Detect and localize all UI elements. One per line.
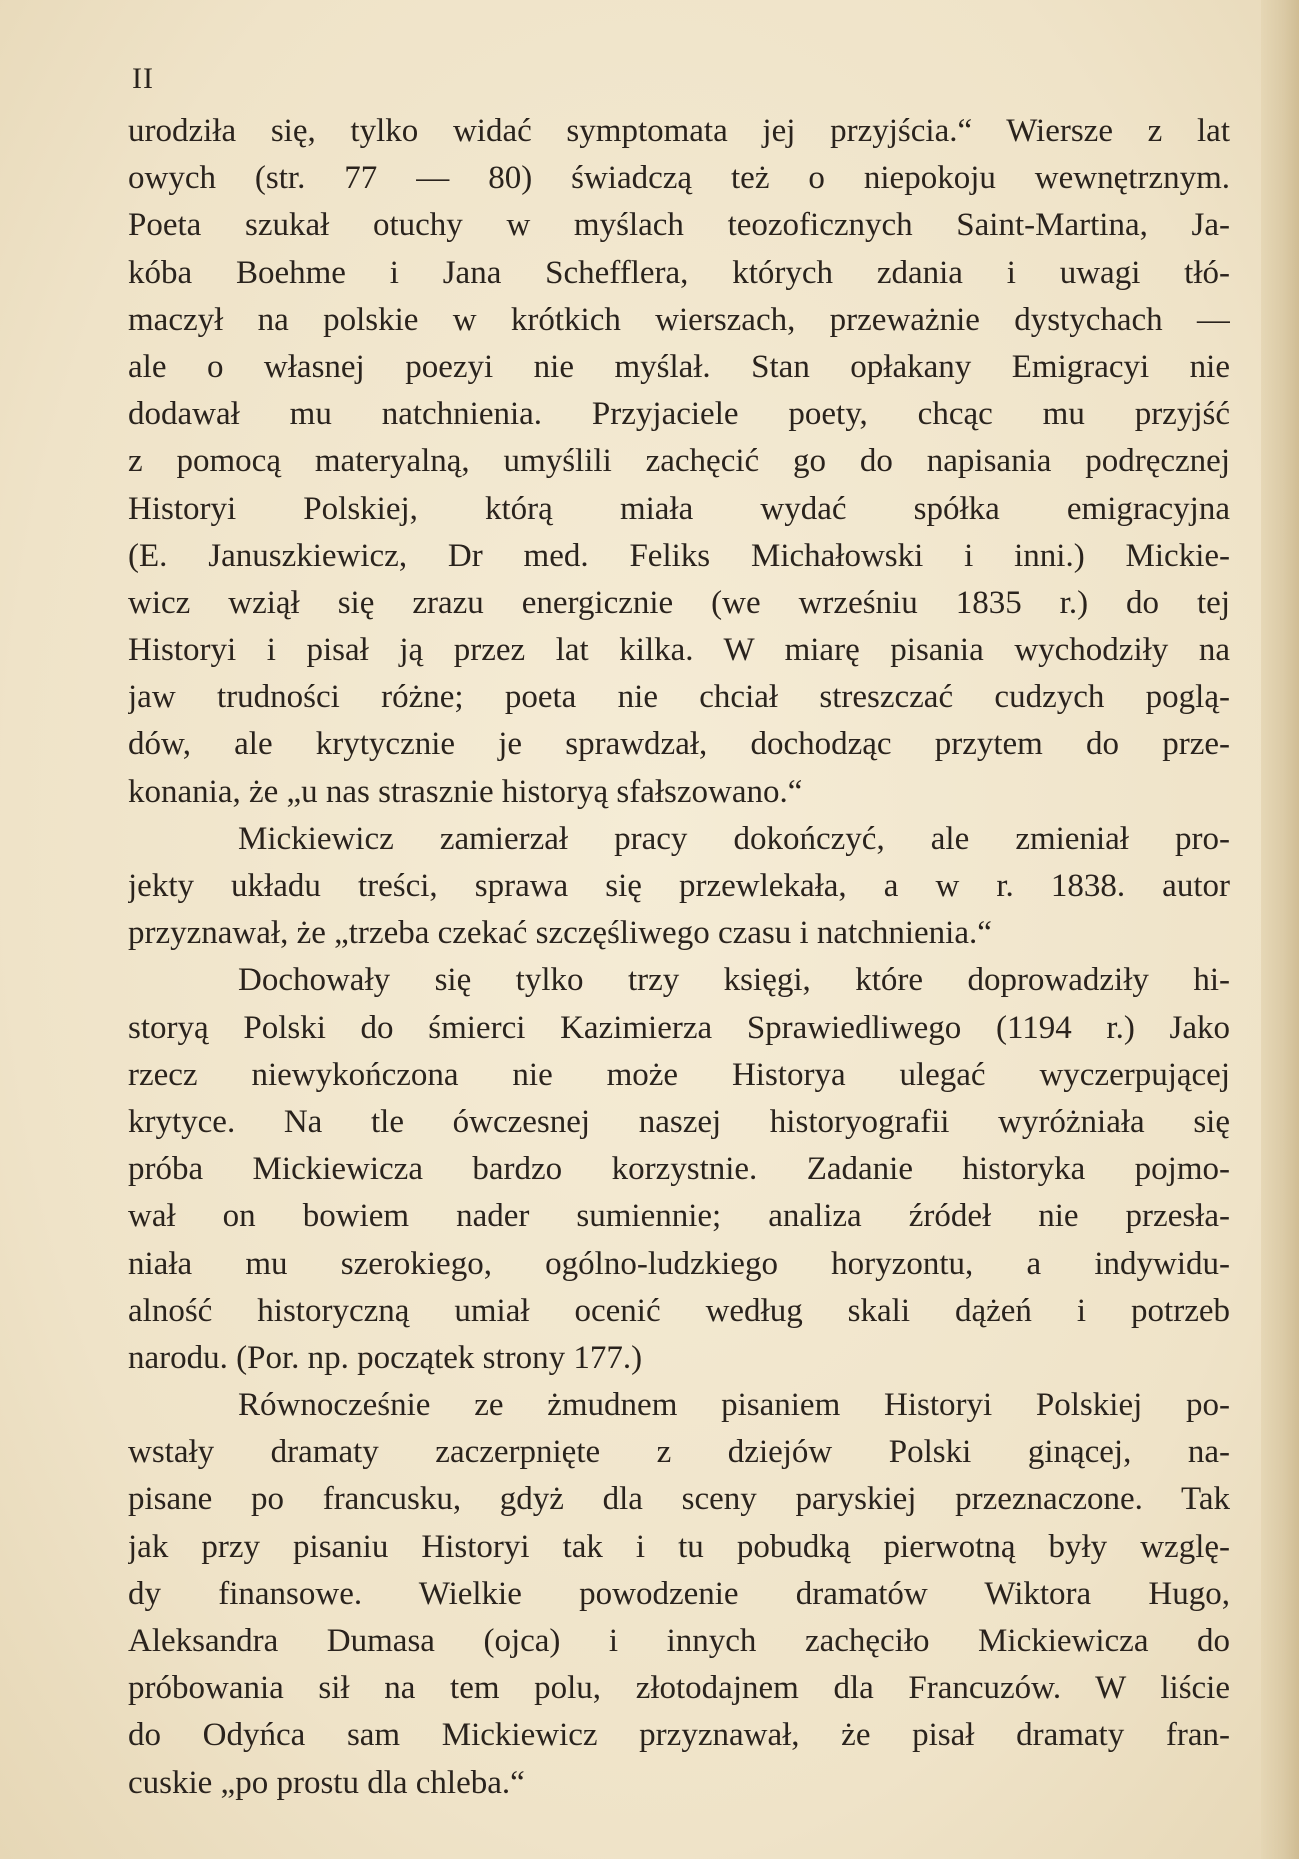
text-line: Mickiewicz zamierzał pracy dokończyć, ale zmieniał pro- xyxy=(238,820,1230,857)
page-number: II xyxy=(132,62,154,95)
text-line: do Odyńca sam Mickiewicz przyznawał, że pisał dramaty fran- xyxy=(128,1717,1230,1754)
text-line: Historyi i pisał ją przez lat kilka. W miarę pisania wychodziły na xyxy=(128,632,1230,669)
text-line: wał on bowiem nader sumiennie; analiza źródeł nie przesła- xyxy=(128,1198,1230,1235)
text-line: dów, ale krytycznie je sprawdzał, dochodząc przytem do prze- xyxy=(128,726,1230,763)
text-line: dodawał mu natchnienia. Przyjaciele poety, chcąc mu przyjść xyxy=(128,396,1230,433)
text-line: maczył na polskie w krótkich wierszach, przeważnie dystychach — xyxy=(128,301,1230,338)
text-line: Historyi Polskiej, którą miała wydać spółka emigracyjna xyxy=(128,490,1230,527)
text-line: jaw trudności różne; poeta nie chciał streszczać cudzych poglą- xyxy=(128,679,1230,716)
text-line: owych (str. 77 — 80) świadczą też o niepokoju wewnętrznym. xyxy=(128,160,1230,197)
text-line: niała mu szerokiego, ogólno-ludzkiego horyzontu, a indywidu- xyxy=(128,1245,1230,1282)
text-line: urodziła się, tylko widać symptomata jej przyjścia.“ Wiersze z lat xyxy=(128,113,1230,149)
text-line: pisane po francusku, gdyż dla sceny paryskiej przeznaczone. Tak xyxy=(128,1481,1230,1518)
text-line: jak przy pisaniu Historyi tak i tu pobudką pierwotną były wzglę- xyxy=(128,1528,1230,1565)
text-line: jekty układu treści, sprawa się przewlekała, a w r. 1838. autor xyxy=(128,868,1230,904)
text-line: krytyce. Na tle ówczesnej naszej historyografii wyróżniała się xyxy=(128,1103,1230,1140)
text-line: (E. Januszkiewicz, Dr med. Feliks Michałowski i inni.) Mickie- xyxy=(128,537,1230,574)
text-line: narodu. (Por. np. początek strony 177.) xyxy=(128,1339,643,1376)
text-line: kóba Boehme i Jana Schefflera, których zdania i uwagi tłó- xyxy=(128,254,1230,291)
text-line: przyznawał, że „trzeba czekać szczęśliwego czasu i natchnienia.“ xyxy=(128,915,992,952)
text-line: Równocześnie ze żmudnem pisaniem Historyi Polskiej po- xyxy=(238,1387,1230,1424)
text-line: wicz wziął się zrazu energicznie (we wrześniu 1835 r.) do tej xyxy=(128,584,1230,621)
text-line: próba Mickiewicza bardzo korzystnie. Zadanie historyka pojmo- xyxy=(128,1151,1230,1188)
text-line: z pomocą materyalną, umyślili zachęcić go do napisania podręcznej xyxy=(128,443,1230,480)
page-edge xyxy=(1261,0,1299,1859)
text-line: konania, że „u nas strasznie historyą sfałszowano.“ xyxy=(128,773,803,810)
text-line: próbowania sił na tem polu, złotodajnem dla Francuzów. W liście xyxy=(128,1670,1230,1707)
text-line: Dochowały się tylko trzy księgi, które doprowadziły hi- xyxy=(238,962,1230,999)
text-line: Aleksandra Dumasa (ojca) i innych zachęciło Mickiewicza do xyxy=(128,1623,1230,1659)
text-line: storyą Polski do śmierci Kazimierza Sprawiedliwego (1194 r.) Jako xyxy=(128,1009,1230,1046)
text-line: wstały dramaty zaczerpnięte z dziejów Polski ginącej, na- xyxy=(128,1434,1230,1471)
text-line: rzecz niewykończona nie może Historya ulegać wyczerpującej xyxy=(128,1056,1230,1093)
text-line: Poeta szukał otuchy w myślach teozoficznych Saint-Martina, Ja- xyxy=(128,207,1230,244)
text-line: dy finansowe. Wielkie powodzenie dramatów Wiktora Hugo, xyxy=(128,1575,1230,1612)
text-line: ale o własnej poezyi nie myślał. Stan opłakany Emigracyi nie xyxy=(128,348,1230,385)
body-text xyxy=(128,108,1230,1807)
text-line: cuskie „po prostu dla chleba.“ xyxy=(128,1764,525,1801)
text-line: alność historyczną umiał ocenić według skali dążeń i potrzeb xyxy=(128,1292,1230,1329)
